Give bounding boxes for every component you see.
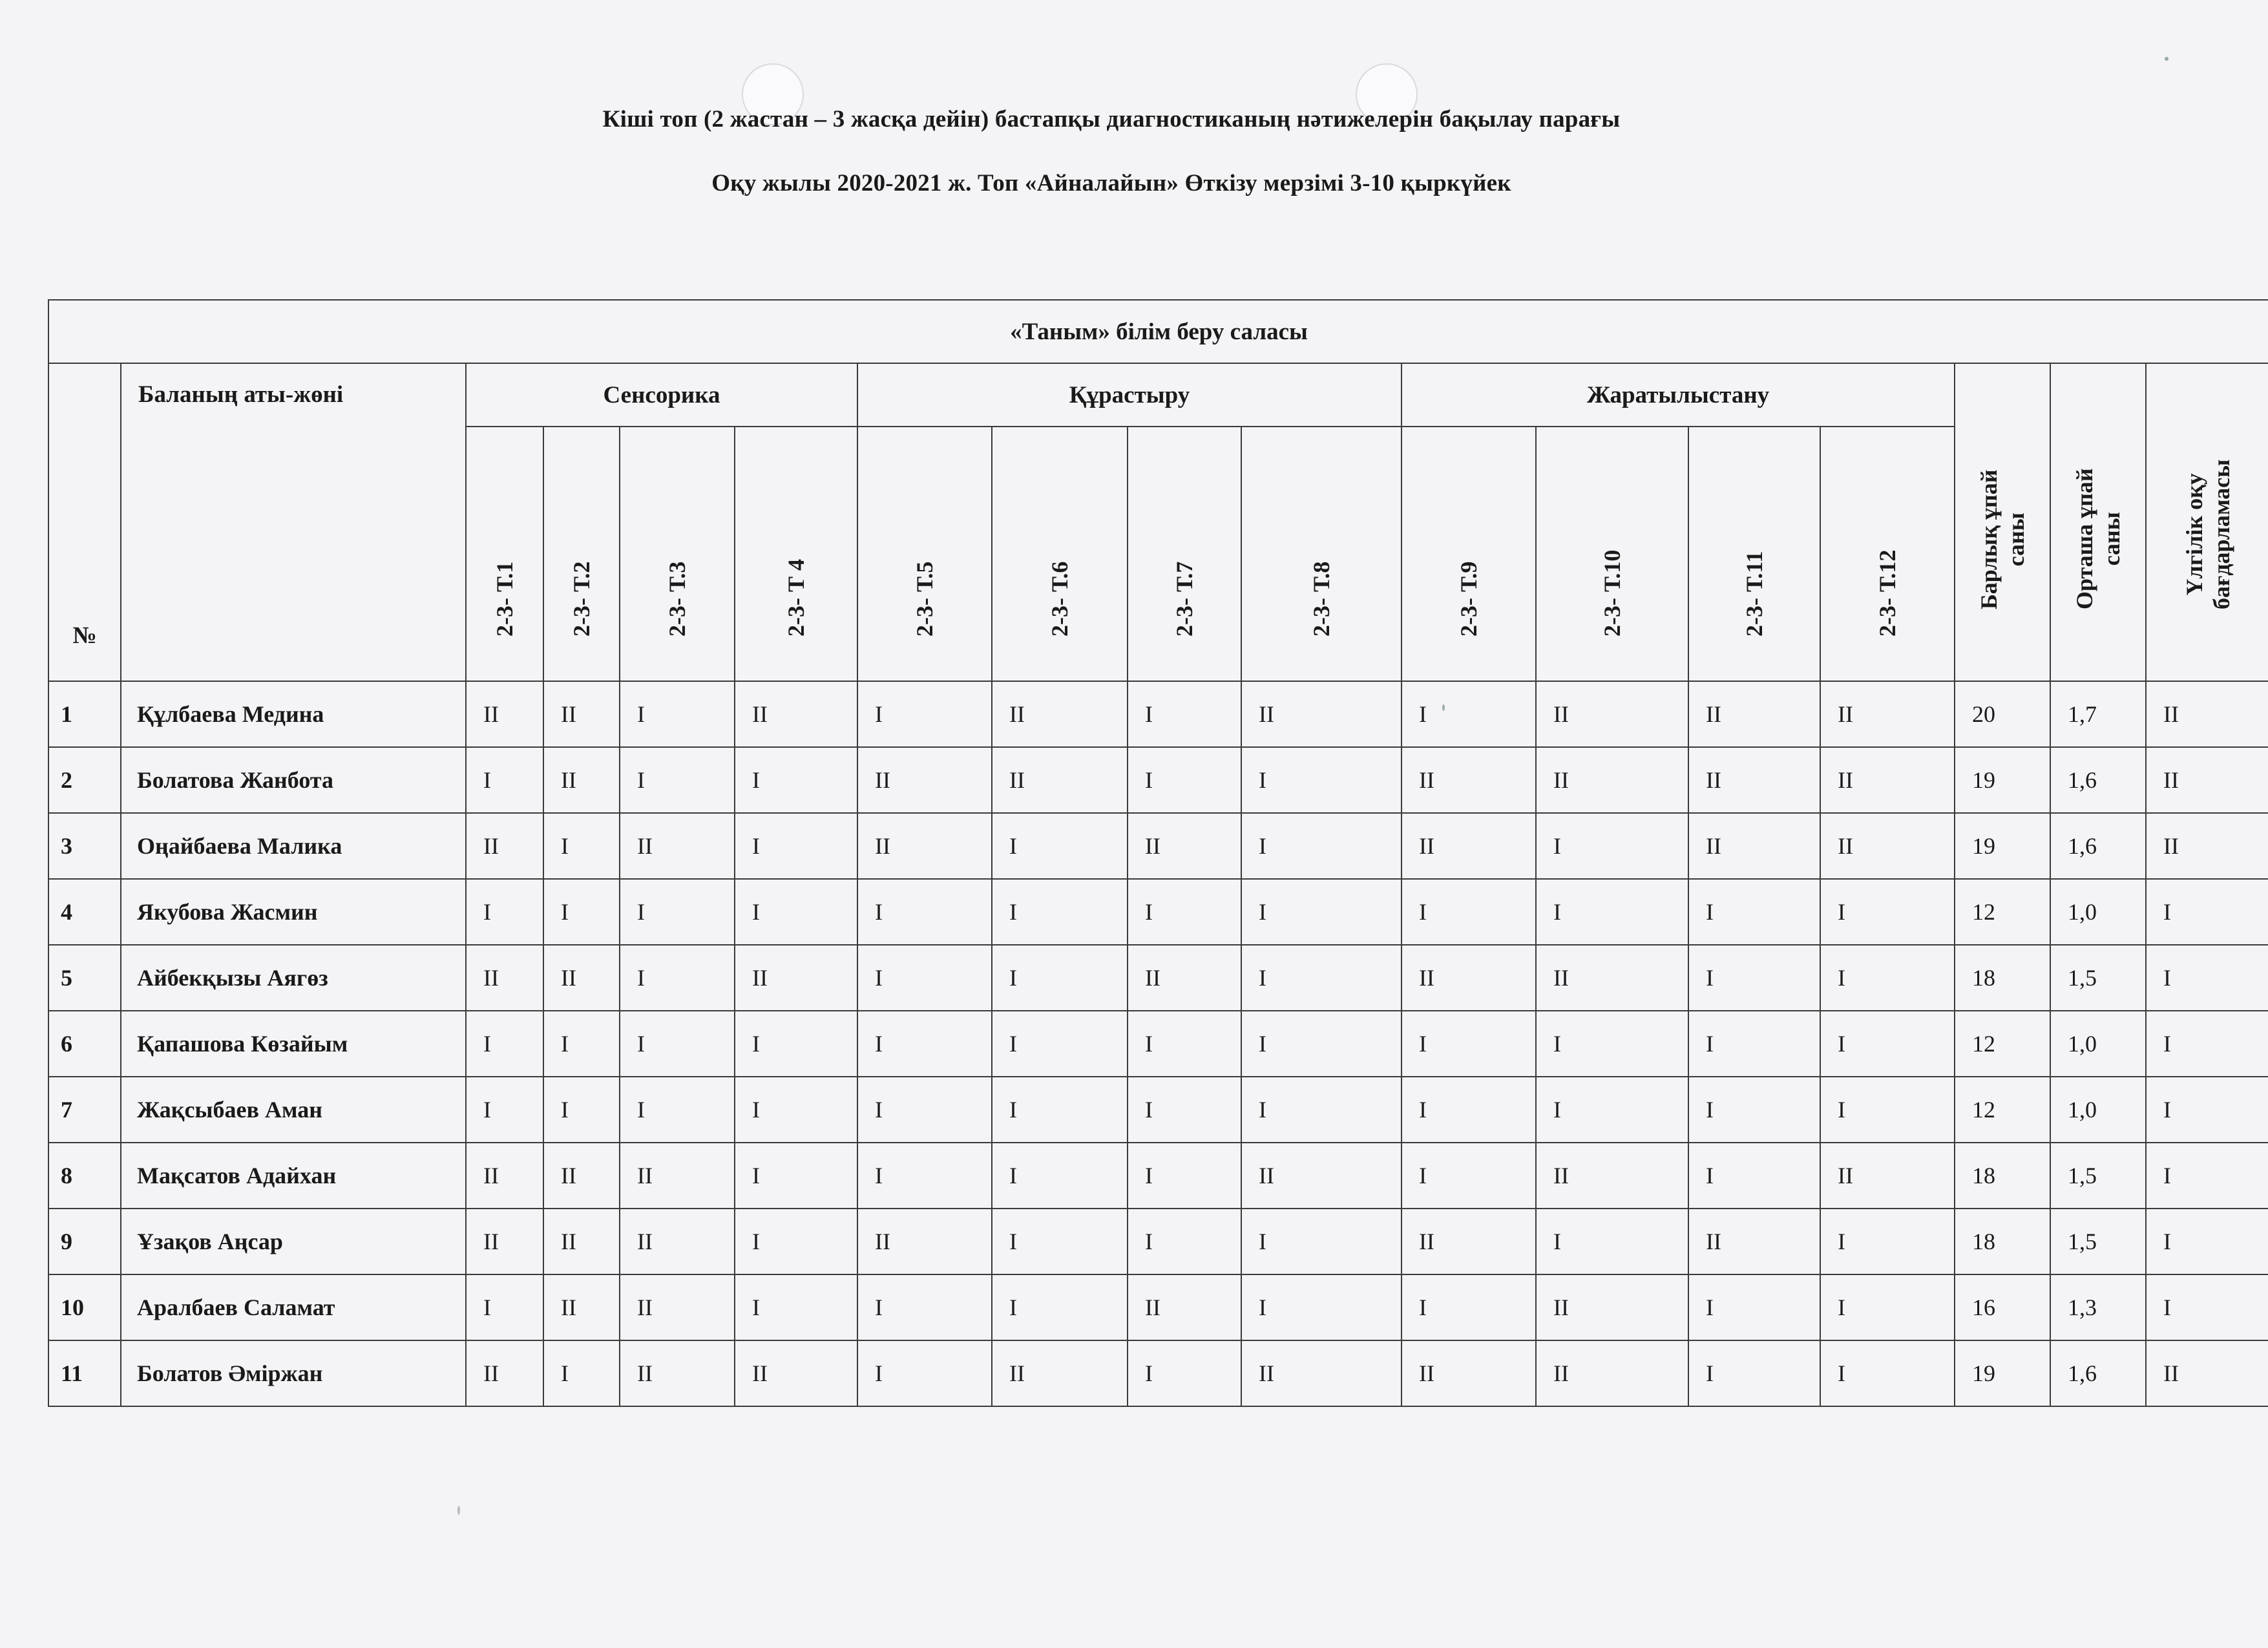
level-score: I <box>2146 1143 2268 1209</box>
task-score: I <box>1241 1209 1402 1274</box>
task-score: II <box>543 945 620 1011</box>
row-number: 2 <box>48 747 121 813</box>
task-score: II <box>857 1209 992 1274</box>
row-number: 5 <box>48 945 121 1011</box>
row-number: 4 <box>48 879 121 945</box>
total-score: 12 <box>1955 1011 2050 1077</box>
task-header-2 <box>543 427 620 681</box>
column-header-average-label: Орташа ұпай саны <box>2072 468 2125 609</box>
document-subtitle: Оқу жылы 2020-2021 ж. Топ «Айналайын» Өткізу мерзімі 3-10 қыркүйек <box>711 170 1511 196</box>
task-score: II <box>1128 1274 1241 1340</box>
total-score: 16 <box>1955 1274 2050 1340</box>
task-score: II <box>1128 945 1241 1011</box>
task-score: I <box>620 1011 735 1077</box>
task-header-label: 2-3- Т.11 <box>1741 551 1767 637</box>
task-score: II <box>543 681 620 747</box>
task-score: II <box>543 1209 620 1274</box>
task-score: I <box>992 879 1128 945</box>
task-score: II <box>1688 681 1820 747</box>
task-score: I <box>1820 1077 1955 1143</box>
task-score: II <box>1402 1340 1536 1406</box>
total-score: 18 <box>1955 1143 2050 1209</box>
row-number: 6 <box>48 1011 121 1077</box>
child-name: Якубова Жасмин <box>121 879 466 945</box>
child-name: Оңайбаева Малика <box>121 813 466 879</box>
average-score: 1,6 <box>2050 813 2146 879</box>
task-score: II <box>1820 1143 1955 1209</box>
row-number: 11 <box>48 1340 121 1406</box>
task-score: I <box>1688 1077 1820 1143</box>
child-name: Ұзақов Аңсар <box>121 1209 466 1274</box>
task-score: I <box>620 945 735 1011</box>
task-score: I <box>992 1011 1128 1077</box>
task-header-label: 2-3- Т.2 <box>569 561 594 637</box>
group-header-sensorika: Сенсорика <box>466 363 857 427</box>
task-score: I <box>992 1077 1128 1143</box>
task-score: I <box>620 681 735 747</box>
task-score: II <box>543 1143 620 1209</box>
task-score: I <box>1536 1077 1688 1143</box>
task-header-label: 2-3- Т.3 <box>664 561 690 637</box>
task-score: I <box>1688 879 1820 945</box>
task-score: II <box>1688 1209 1820 1274</box>
task-score: I <box>466 1274 543 1340</box>
task-score: I <box>543 879 620 945</box>
row-number: 7 <box>48 1077 121 1143</box>
task-score: II <box>1688 747 1820 813</box>
task-score: I <box>466 1011 543 1077</box>
task-score: I <box>992 1274 1128 1340</box>
average-score: 1,6 <box>2050 747 2146 813</box>
task-score: I <box>1241 813 1402 879</box>
task-score: I <box>1128 1209 1241 1274</box>
task-score: I <box>992 945 1128 1011</box>
total-score: 12 <box>1955 1077 2050 1143</box>
child-name: Болатов Әміржан <box>121 1340 466 1406</box>
column-header-total <box>1955 363 2050 681</box>
task-score: I <box>1241 1077 1402 1143</box>
task-score: I <box>1820 1011 1955 1077</box>
task-score: I <box>543 1077 620 1143</box>
total-score: 20 <box>1955 681 2050 747</box>
child-name: Құлбаева Медина <box>121 681 466 747</box>
task-score: II <box>1820 681 1955 747</box>
task-score: II <box>1241 1143 1402 1209</box>
task-score: I <box>857 1011 992 1077</box>
task-score: I <box>620 879 735 945</box>
task-score: II <box>1536 1143 1688 1209</box>
task-score: II <box>1402 813 1536 879</box>
task-header-11 <box>1688 427 1820 681</box>
column-header-total-label: Барлық ұпай саны <box>1976 469 2029 609</box>
task-score: I <box>735 813 857 879</box>
task-score: I <box>857 879 992 945</box>
task-score: I <box>1536 879 1688 945</box>
task-score: I <box>620 1077 735 1143</box>
task-score: I <box>1820 945 1955 1011</box>
task-header-5 <box>857 427 992 681</box>
average-score: 1,5 <box>2050 945 2146 1011</box>
task-score: I <box>1241 1274 1402 1340</box>
task-score: II <box>466 1209 543 1274</box>
row-number: 10 <box>48 1274 121 1340</box>
task-score: II <box>1536 1274 1688 1340</box>
task-score: II <box>1536 747 1688 813</box>
task-score: II <box>1402 1209 1536 1274</box>
task-header-7 <box>1128 427 1241 681</box>
task-score: I <box>1536 1209 1688 1274</box>
task-header-8 <box>1241 427 1402 681</box>
total-score: 19 <box>1955 1340 2050 1406</box>
table-row <box>48 1209 2268 1274</box>
task-score: I <box>1536 1011 1688 1077</box>
task-score: II <box>620 1209 735 1274</box>
area-title: «Таным» білім беру саласы <box>48 300 2268 363</box>
task-score: I <box>1688 945 1820 1011</box>
task-score: II <box>620 1143 735 1209</box>
group-header-zharatylystanu: Жаратылыстану <box>1402 363 1955 427</box>
child-name: Мақсатов Адайхан <box>121 1143 466 1209</box>
table-row <box>48 879 2268 945</box>
average-score: 1,6 <box>2050 1340 2146 1406</box>
task-score: I <box>543 813 620 879</box>
task-header-label: 2-3- Т.8 <box>1308 561 1334 637</box>
task-score: I <box>857 1077 992 1143</box>
task-score: II <box>466 681 543 747</box>
task-score: II <box>1128 813 1241 879</box>
group-header-qurastyru: Құрастыру <box>857 363 1402 427</box>
task-score: I <box>1820 1209 1955 1274</box>
task-score: I <box>735 1011 857 1077</box>
level-score: I <box>2146 1011 2268 1077</box>
child-name: Айбекқызы Аягөз <box>121 945 466 1011</box>
scan-speck <box>2165 57 2168 61</box>
task-score: II <box>1402 945 1536 1011</box>
average-score: 1,5 <box>2050 1209 2146 1274</box>
task-score: I <box>620 747 735 813</box>
level-score: II <box>2146 681 2268 747</box>
task-score: II <box>543 1274 620 1340</box>
task-score: I <box>992 1209 1128 1274</box>
task-header-label: 2-3- Т.1 <box>492 561 518 637</box>
task-score: I <box>992 813 1128 879</box>
task-score: II <box>735 1340 857 1406</box>
child-name: Болатова Жанбота <box>121 747 466 813</box>
task-score: I <box>1402 879 1536 945</box>
task-score: I <box>1241 747 1402 813</box>
task-score: I <box>466 747 543 813</box>
task-score: I <box>857 681 992 747</box>
task-score: I <box>1402 1077 1536 1143</box>
scan-speck <box>1442 704 1445 711</box>
table-row <box>48 1011 2268 1077</box>
task-header-10 <box>1536 427 1688 681</box>
task-score: I <box>1402 1274 1536 1340</box>
task-score: II <box>992 1340 1128 1406</box>
task-header-label: 2-3- Т.9 <box>1456 561 1482 637</box>
task-score: I <box>543 1011 620 1077</box>
task-score: I <box>1402 1011 1536 1077</box>
task-score: I <box>1128 1077 1241 1143</box>
task-score: II <box>466 1143 543 1209</box>
column-header-level <box>2146 363 2268 681</box>
task-score: I <box>543 1340 620 1406</box>
table-row <box>48 1077 2268 1143</box>
task-header-9 <box>1402 427 1536 681</box>
column-header-average <box>2050 363 2146 681</box>
task-header-label: 2-3- Т.6 <box>1047 561 1073 637</box>
task-score: II <box>857 747 992 813</box>
task-header-1 <box>466 427 543 681</box>
task-score: II <box>466 1340 543 1406</box>
level-score: I <box>2146 1209 2268 1274</box>
task-score: II <box>1402 747 1536 813</box>
task-score: I <box>1241 879 1402 945</box>
task-score: I <box>735 1143 857 1209</box>
task-header-6 <box>992 427 1128 681</box>
task-score: II <box>466 945 543 1011</box>
task-score: I <box>1128 681 1241 747</box>
total-score: 18 <box>1955 1209 2050 1274</box>
column-header-number: № <box>48 363 121 681</box>
task-score: I <box>1536 813 1688 879</box>
column-header-level-label: Үлгілік оқу бағдарламасы <box>2181 459 2234 609</box>
task-score: II <box>466 813 543 879</box>
average-score: 1,5 <box>2050 1143 2146 1209</box>
total-score: 19 <box>1955 813 2050 879</box>
total-score: 19 <box>1955 747 2050 813</box>
table-row <box>48 1340 2268 1406</box>
task-score: II <box>1688 813 1820 879</box>
level-score: II <box>2146 813 2268 879</box>
task-score: II <box>620 1340 735 1406</box>
total-score: 12 <box>1955 879 2050 945</box>
task-score: I <box>992 1143 1128 1209</box>
task-score: II <box>992 681 1128 747</box>
task-score: I <box>735 747 857 813</box>
task-header-label: 2-3- Т.10 <box>1599 549 1625 637</box>
average-score: 1,3 <box>2050 1274 2146 1340</box>
task-score: II <box>992 747 1128 813</box>
task-header-4 <box>735 427 857 681</box>
task-header-3 <box>620 427 735 681</box>
table-row <box>48 747 2268 813</box>
child-name: Қапашова Көзайым <box>121 1011 466 1077</box>
average-score: 1,0 <box>2050 1011 2146 1077</box>
level-score: I <box>2146 879 2268 945</box>
task-score: II <box>1241 1340 1402 1406</box>
level-score: I <box>2146 945 2268 1011</box>
task-score: II <box>735 945 857 1011</box>
task-score: I <box>735 879 857 945</box>
task-header-label: 2-3- Т.12 <box>1874 549 1900 637</box>
task-score: II <box>543 747 620 813</box>
table-row <box>48 1274 2268 1340</box>
table-row <box>48 813 2268 879</box>
task-score: II <box>1820 747 1955 813</box>
task-score: I <box>857 945 992 1011</box>
row-number: 9 <box>48 1209 121 1274</box>
level-score: II <box>2146 747 2268 813</box>
task-score: II <box>1536 945 1688 1011</box>
task-score: I <box>1820 1274 1955 1340</box>
task-score: I <box>1688 1011 1820 1077</box>
task-score: I <box>1688 1274 1820 1340</box>
scan-speck <box>457 1506 460 1515</box>
task-score: I <box>1128 747 1241 813</box>
average-score: 1,0 <box>2050 879 2146 945</box>
task-score: II <box>1241 681 1402 747</box>
row-number: 3 <box>48 813 121 879</box>
total-score: 18 <box>1955 945 2050 1011</box>
results-table <box>48 299 2268 1407</box>
task-score: I <box>735 1077 857 1143</box>
average-score: 1,7 <box>2050 681 2146 747</box>
task-score: I <box>857 1143 992 1209</box>
document-title: Кіші топ (2 жастан – 3 жасқа дейін) бастапқы диагностиканың нәтижелерін бақылау парағы <box>602 106 1621 132</box>
task-score: I <box>1688 1143 1820 1209</box>
task-score: I <box>1128 1143 1241 1209</box>
average-score: 1,0 <box>2050 1077 2146 1143</box>
task-score: I <box>466 1077 543 1143</box>
task-score: I <box>1128 1011 1241 1077</box>
task-score: II <box>1536 1340 1688 1406</box>
task-score: I <box>1820 1340 1955 1406</box>
task-score: I <box>466 879 543 945</box>
task-header-label: 2-3- Т.7 <box>1171 561 1197 637</box>
task-score: I <box>1128 879 1241 945</box>
level-score: II <box>2146 1340 2268 1406</box>
task-score: I <box>1688 1340 1820 1406</box>
task-score: I <box>857 1340 992 1406</box>
table-row <box>48 681 2268 747</box>
task-score: I <box>735 1209 857 1274</box>
column-header-name: Баланың аты-жөні <box>121 363 466 681</box>
task-score: I <box>1128 1340 1241 1406</box>
task-score: I <box>857 1274 992 1340</box>
task-score: I <box>1402 1143 1536 1209</box>
task-score: I <box>735 1274 857 1340</box>
task-header-label: 2-3- Т.5 <box>912 561 938 637</box>
task-score: I <box>1402 681 1536 747</box>
task-score: II <box>620 1274 735 1340</box>
row-number: 8 <box>48 1143 121 1209</box>
task-score: I <box>1241 945 1402 1011</box>
table-row <box>48 1143 2268 1209</box>
task-score: II <box>1536 681 1688 747</box>
task-header-label: 2-3- Т 4 <box>783 559 809 637</box>
row-number: 1 <box>48 681 121 747</box>
task-score: I <box>1820 879 1955 945</box>
level-score: I <box>2146 1077 2268 1143</box>
table-row <box>48 945 2268 1011</box>
task-score: II <box>620 813 735 879</box>
task-score: II <box>857 813 992 879</box>
task-header-12 <box>1820 427 1955 681</box>
task-score: II <box>735 681 857 747</box>
task-score: II <box>1820 813 1955 879</box>
child-name: Жақсыбаев Аман <box>121 1077 466 1143</box>
task-score: I <box>1241 1011 1402 1077</box>
child-name: Аралбаев Саламат <box>121 1274 466 1340</box>
level-score: I <box>2146 1274 2268 1340</box>
